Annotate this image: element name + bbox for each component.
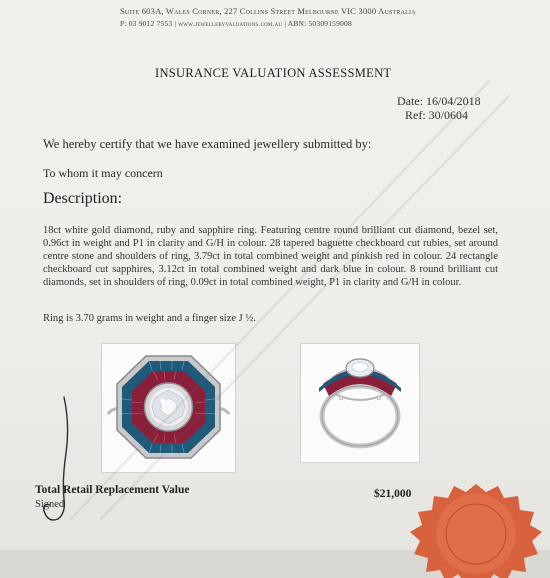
ring-side-icon: [301, 344, 419, 462]
red-wax-seal: [396, 478, 550, 578]
ring-side-view-photo: [300, 343, 420, 463]
total-value-label: Total Retail Replacement Value: [35, 484, 190, 496]
letterhead-address: Suite 603A, Wales Corner, 227 Collins Street Melbourne VIC 3000 Australia: [120, 6, 416, 16]
document-ref: Ref: 30/0604: [405, 108, 468, 122]
letterhead-contact: P: 03 9012 7553 | www.jewelleryvaluations.com.au | ABN: 50309159008: [120, 19, 352, 28]
description-body: 18ct white gold diamond, ruby and sapphire ring. Featuring centre round brilliant cut diamond, bezel set, 0.96ct in weight and P1 in clarity and G/H in colour. 28 tapered baguette checkboard cut rubies, set around centre stone and shoulders of ring, 3.79ct in total combined weight and pinkish red in colour. 24 rectangle checkboard cut sapphires, 3.12ct in total combined weight and dark blue in colour. 8 round brilliant cut diamonds, set in shoulders of ring, 0.09ct in total combined weight, P1 in clarity and G/H in colour.: [43, 225, 498, 288]
document-date: Date: 16/04/2018: [397, 94, 481, 108]
total-value-amount: $21,000: [374, 488, 412, 500]
weight-size-line: Ring is 3.70 grams in weight and a finger size J ½.: [43, 313, 256, 324]
signed-label: Signed: [35, 499, 65, 510]
description-heading: Description:: [43, 190, 123, 207]
ring-top-icon: [102, 344, 235, 472]
recipient-line: To whom it may concern: [43, 166, 163, 180]
handwritten-signature: [36, 395, 86, 525]
document-title: INSURANCE VALUATION ASSESSMENT: [155, 66, 392, 80]
ring-top-view-photo: [101, 343, 236, 473]
certify-statement: We hereby certify that we have examined jewellery submitted by:: [43, 137, 372, 151]
